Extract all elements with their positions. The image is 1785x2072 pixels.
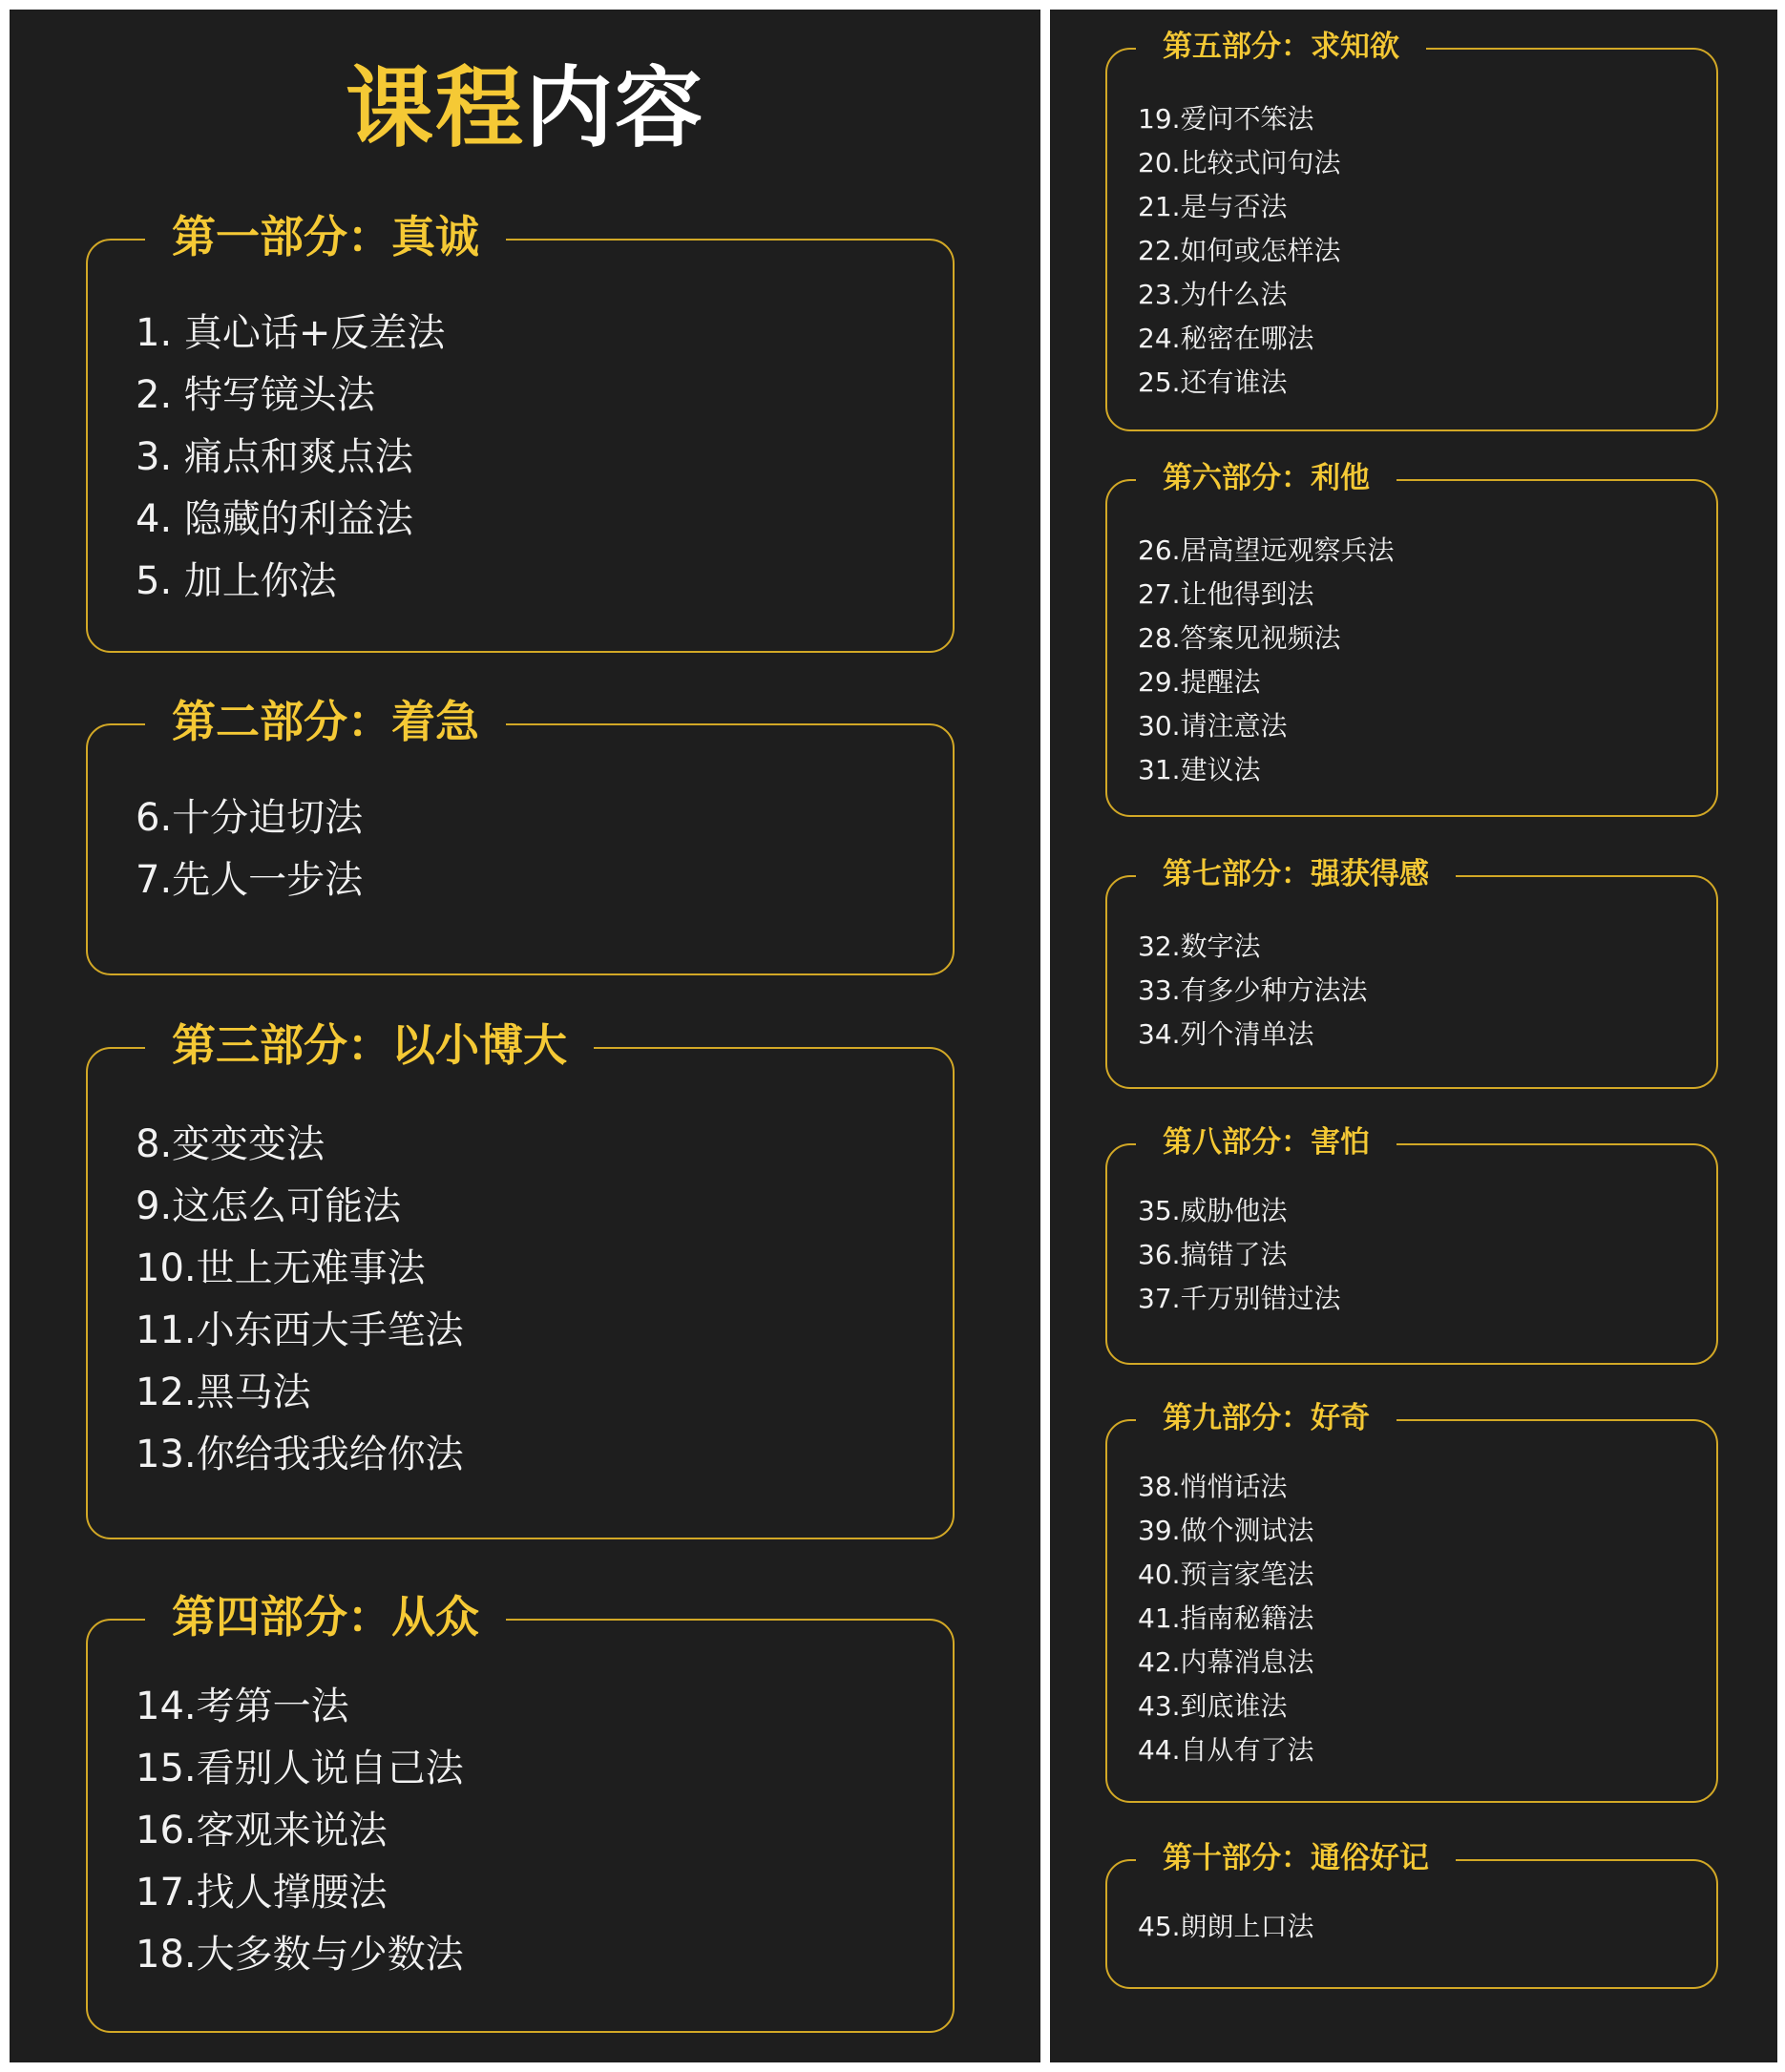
section-8 xyxy=(1105,1125,1718,1365)
section-title: 第四部分：从众 xyxy=(145,1595,506,1639)
list-item: 19.爱问不笨法 xyxy=(1138,103,1314,135)
list-item: 16.客观来说法 xyxy=(136,1809,388,1852)
list-item: 36.搞错了法 xyxy=(1138,1239,1288,1270)
list-item: 31.建议法 xyxy=(1138,754,1261,785)
section-title: 第一部分：真诚 xyxy=(145,215,506,259)
section-5 xyxy=(1105,30,1718,431)
page-title-main: 内容 xyxy=(525,57,705,159)
list-item: 5. 加上你法 xyxy=(136,559,337,603)
list-item: 37.千万别错过法 xyxy=(1138,1283,1341,1314)
list-item: 12.黑马法 xyxy=(136,1371,311,1414)
section-9 xyxy=(1105,1401,1718,1803)
section-title: 第十部分：通俗好记 xyxy=(1136,1844,1456,1873)
item-list xyxy=(1138,1465,1314,1772)
section-title: 第三部分：以小博大 xyxy=(145,1023,594,1067)
item-list xyxy=(1138,925,1368,1057)
list-item: 3. 痛点和爽点法 xyxy=(136,435,413,479)
section-title: 第二部分：着急 xyxy=(145,700,506,743)
list-item: 17.找人撑腰法 xyxy=(136,1871,388,1915)
section-title: 第九部分：好奇 xyxy=(1136,1404,1396,1434)
list-item: 26.居高望远观察兵法 xyxy=(1138,534,1395,566)
list-item: 1. 真心话+反差法 xyxy=(136,311,446,355)
item-list xyxy=(1138,1189,1341,1321)
list-item: 4. 隐藏的利益法 xyxy=(136,497,413,541)
list-item: 21.是与否法 xyxy=(1138,191,1288,222)
item-list xyxy=(1138,97,1341,405)
list-item: 28.答案见视频法 xyxy=(1138,622,1341,654)
list-item: 43.到底谁法 xyxy=(1138,1690,1288,1722)
list-item: 39.做个测试法 xyxy=(1138,1515,1314,1546)
list-item: 27.让他得到法 xyxy=(1138,578,1314,610)
list-item: 40.预言家笔法 xyxy=(1138,1559,1314,1590)
list-item: 33.有多少种方法法 xyxy=(1138,974,1368,1006)
section-title: 第七部分：强获得感 xyxy=(1136,860,1456,889)
list-item: 32.数字法 xyxy=(1138,931,1261,962)
list-item: 8.变变变法 xyxy=(136,1122,326,1166)
item-list xyxy=(136,1114,464,1486)
list-item: 41.指南秘籍法 xyxy=(1138,1602,1314,1634)
section-3 xyxy=(86,1019,955,1539)
section-6 xyxy=(1105,461,1718,817)
list-item: 44.自从有了法 xyxy=(1138,1734,1314,1766)
section-10 xyxy=(1105,1841,1718,1989)
list-item: 34.列个清单法 xyxy=(1138,1018,1314,1050)
item-list xyxy=(1138,1905,1314,1949)
section-title: 第五部分：求知欲 xyxy=(1136,32,1426,62)
list-item: 18.大多数与少数法 xyxy=(136,1933,464,1977)
list-item: 11.小东西大手笔法 xyxy=(136,1308,464,1352)
section-title: 第六部分：利他 xyxy=(1136,464,1396,493)
section-7 xyxy=(1105,857,1718,1089)
list-item: 22.如何或怎样法 xyxy=(1138,235,1341,266)
section-title: 第八部分：害怕 xyxy=(1136,1128,1396,1158)
item-list xyxy=(136,1676,464,1986)
section-1 xyxy=(86,211,955,653)
page-title xyxy=(10,38,1040,164)
list-item: 13.你给我我给你法 xyxy=(136,1433,464,1476)
list-item: 29.提醒法 xyxy=(1138,666,1261,698)
section-4 xyxy=(86,1591,955,2033)
list-item: 45.朗朗上口法 xyxy=(1138,1911,1314,1942)
list-item: 38.悄悄话法 xyxy=(1138,1471,1288,1502)
list-item: 20.比较式问句法 xyxy=(1138,147,1341,178)
list-item: 35.威胁他法 xyxy=(1138,1195,1288,1226)
list-item: 14.考第一法 xyxy=(136,1685,349,1728)
right-panel xyxy=(1050,10,1777,2062)
list-item: 30.请注意法 xyxy=(1138,710,1288,742)
list-item: 23.为什么法 xyxy=(1138,279,1288,310)
list-item: 24.秘密在哪法 xyxy=(1138,323,1314,354)
list-item: 10.世上无难事法 xyxy=(136,1246,426,1290)
left-panel xyxy=(10,10,1040,2062)
list-item: 6.十分迫切法 xyxy=(136,796,364,840)
section-2 xyxy=(86,696,955,975)
page-title-accent: 课程 xyxy=(345,57,525,159)
item-list xyxy=(1138,529,1395,792)
list-item: 2. 特写镜头法 xyxy=(136,373,375,417)
item-list xyxy=(136,787,363,911)
list-item: 15.看别人说自己法 xyxy=(136,1747,464,1790)
list-item: 25.还有谁法 xyxy=(1138,366,1288,398)
item-list xyxy=(136,303,445,613)
list-item: 7.先人一步法 xyxy=(136,858,364,902)
list-item: 9.这怎么可能法 xyxy=(136,1184,402,1228)
list-item: 42.内幕消息法 xyxy=(1138,1646,1314,1678)
